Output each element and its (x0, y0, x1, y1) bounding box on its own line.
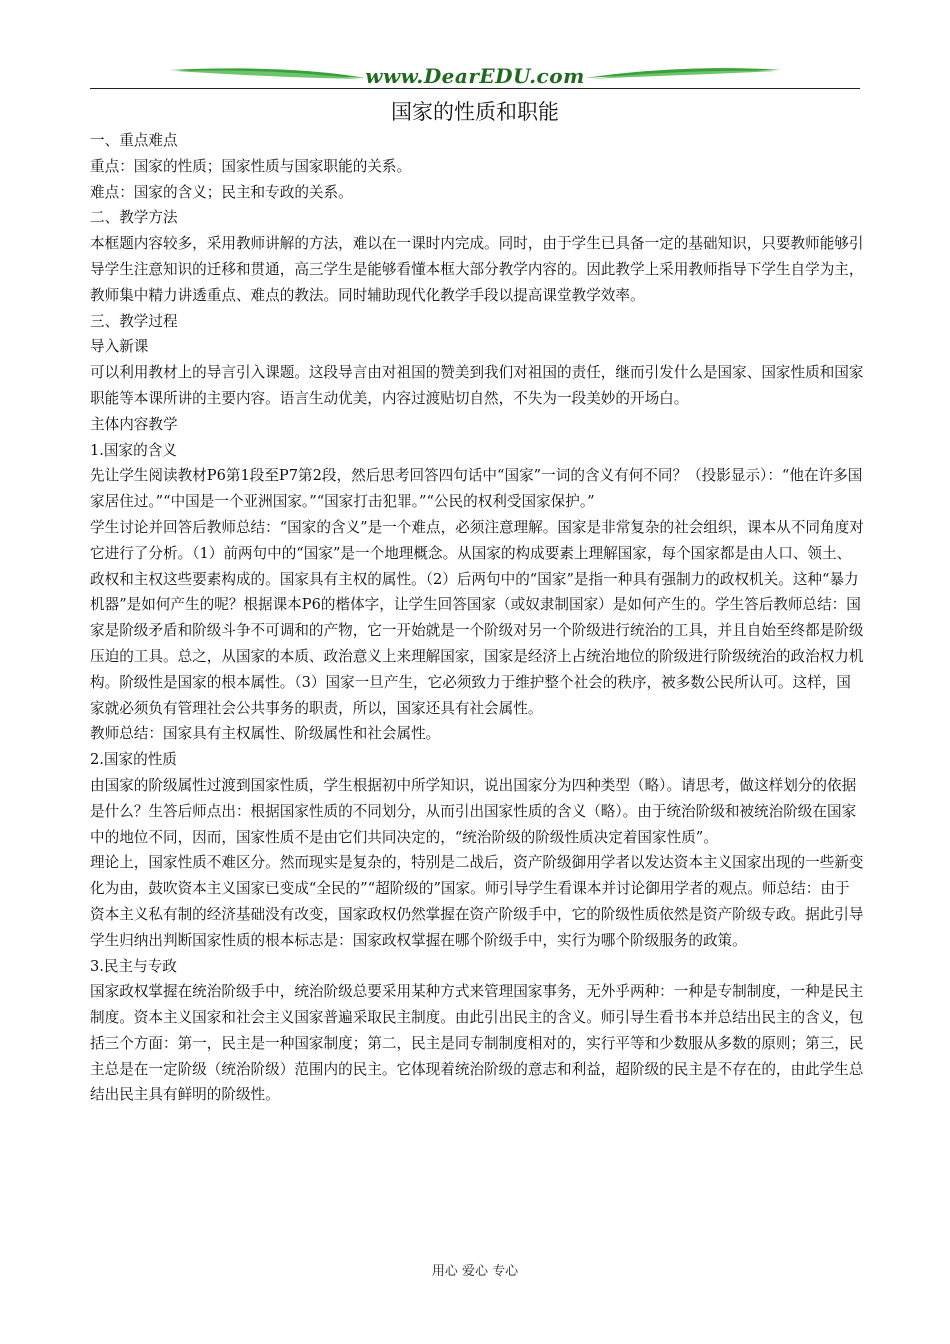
subheading: 2.国家的性质 (90, 751, 177, 769)
subheading: 导入新课 (90, 338, 149, 356)
paragraph: 本框题内容较多，采用教师讲解的方法，难以在一课时内完成。同时，由于学生已具备一定的基础知识，只要教师能够引导学生注意知识的迁移和贯通，高三学生是能够看懂本框大部分教学内容的。因此教学上采用教师指导下学生自学为主，教师集中精力讲透重点、难点的教法。同时辅助现代化教学手段以提高课堂教学效率。 (90, 235, 864, 304)
page-footer: 用心 爱心 专心 (431, 1264, 519, 1279)
section-heading: 三、教学过程 (90, 312, 178, 330)
subheading: 1.国家的含义 (90, 441, 177, 459)
paragraph: 难点：国家的含义；民主和专政的关系。 (90, 183, 353, 201)
paragraph: 学生讨论并回答后教师总结：“国家的含义”是一个难点，必须注意理解。国家是非常复杂的社会组织，课本从不同角度对它进行了分析。（1）前两句中的“国家”是一个地理概念。从国家的构成要素上理解国家，每个国家都是由人口、领土、政权和主权这些要素构成的。国家具有主权的属性。（2）后两句中的“国家”是指一种具有强制力的政权机关。这种“暴力机器”是如何产生的呢？根据课本P6的楷体字，让学生回答国家（或奴隶制国家）是如何产生的。学生答后教师总结：国家是阶级矛盾和阶级斗争不可调和的产物，它一开始就是一个阶级对另一个阶级进行统治的工具，并且自始至终都是阶级压迫的工具。总之，从国家的本质、政治意义上来理解国家，国家是经济上占统治地位的阶级进行阶级统治的政治权力机构。阶级性是国家的根本属性。（3）国家一旦产生，它必须致力于维护整个社会的秩序，被多数公民所认可。这样，国家就必须负有管理社会公共事务的职责，所以，国家还具有社会属性。 (90, 518, 864, 717)
paragraph: 重点：国家的性质；国家性质与国家职能的关系。 (90, 157, 412, 175)
header-divider (90, 88, 860, 89)
paragraph: 先让学生阅读教材P6第1段至P7第2段，然后思考回答四句话中“国家”一词的含义有何不同？（投影显示）：“他在许多国家居住过。”“中国是一个亚洲国家。”“国家打击犯罪。”“公民的权利受国家保护。” (90, 467, 863, 511)
paragraph: 可以利用教材上的导言引入课题。这段导言由对祖国的赞美到我们对祖国的责任，继而引发什么是国家、国家性质和国家职能等本课所讲的主要内容。语言生动优美，内容过渡贴切自然，不失为一段美妙的开场白。 (90, 364, 864, 407)
page-title: 国家的性质和职能 (391, 100, 559, 124)
section-heading: 一、重点难点 (90, 132, 178, 149)
document-body (90, 128, 864, 1108)
section-heading: 二、教学方法 (90, 209, 178, 227)
paragraph: 理论上，国家性质不难区分。然而现实是复杂的，特别是二战后，资产阶级御用学者以发达资本主义国家出现的一些新变化为由，鼓吹资本主义国家已变成“全民的”“超阶级的”国家。师引导学生看课本并讨论御用学者的观点。师总结：由于资本主义私有制的经济基础没有改变，国家政权仍然掌握在资产阶级手中，它的阶级性质依然是资产阶级专政。据此引导学生归纳出判断国家性质的根本标志是：国家政权掌握在哪个阶级手中，实行为哪个阶级服务的政策。 (90, 854, 864, 949)
subheading: 3.民主与专政 (90, 957, 177, 975)
paragraph: 由国家的阶级属性过渡到国家性质，学生根据初中所学知识，说出国家分为四种类型（略）。请思考，做这样划分的依据是什么？生答后师点出：根据国家性质的不同划分，从而引出国家性质的含义（略）。由于统治阶级和被统治阶级在国家中的地位不同，因而，国家性质不是由它们共同决定的，“统治阶级的阶级性质决定着国家性质”。 (90, 776, 857, 846)
subheading: 主体内容教学 (90, 415, 178, 433)
paragraph: 国家政权掌握在统治阶级手中，统治阶级总要采用某种方式来管理国家事务，无外乎两种：一种是专制制度，一种是民主制度。资本主义国家和社会主义国家普遍采取民主制度。由此引出民主的含义。师引导生看书本并总结出民主的含义，包括三个方面：第一，民主是一种国家制度；第二，民主是同专制制度相对的，实行平等和少数服从多数的原则；第三，民主总是在一定阶级（统治阶级）范围内的民主。它体现着统治阶级的意志和利益，超阶级的民主是不存在的，由此学生总结出民主具有鲜明的阶级性。 (90, 983, 864, 1104)
paragraph: 教师总结：国家具有主权属性、阶级属性和社会属性。 (90, 725, 441, 743)
site-logo-text[interactable]: www.DearEDU.com (365, 64, 585, 88)
